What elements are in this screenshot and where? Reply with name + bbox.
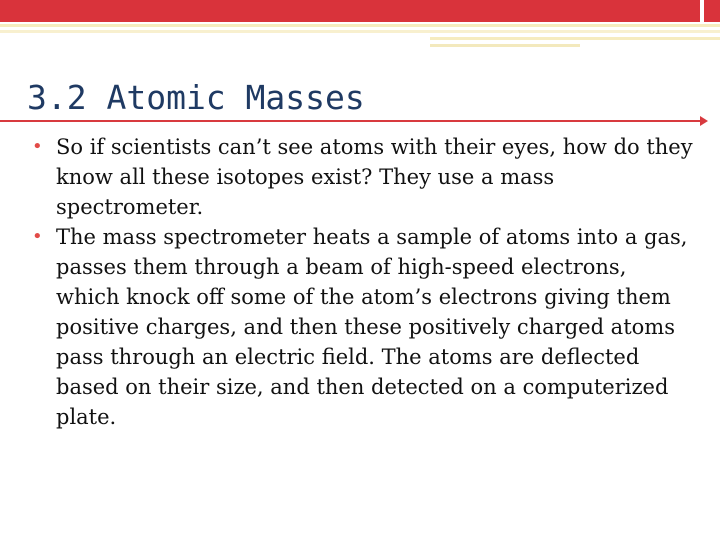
bullet-text: The mass spectrometer heats a sample of atoms into a gas, passes them through a beam of high-speed electrons, which knock off some of the atom’s electrons giving them positive charges, and then these positively charged atoms pass through an electric field. The atoms are deflected based on their size, and then detected on a computerized plate. — [56, 225, 688, 429]
bullet-icon: • — [32, 226, 43, 247]
bullet-item — [30, 132, 695, 222]
decorative-line — [430, 37, 720, 40]
bullet-icon: • — [32, 136, 43, 157]
top-accent-bar — [0, 0, 700, 22]
top-accent-bar-end — [704, 0, 720, 22]
decorative-line — [0, 30, 720, 33]
decorative-line — [430, 44, 580, 47]
decorative-line — [0, 24, 720, 27]
title-underline-arrow — [700, 116, 708, 126]
title-underline — [0, 120, 700, 122]
bullet-text: So if scientists can’t see atoms with their eyes, how do they know all these isotopes exist? They use a mass spectrometer. — [56, 135, 693, 219]
slide-body — [30, 132, 695, 432]
bullet-list — [30, 132, 695, 432]
slide-title: 3.2 Atomic Masses — [27, 78, 365, 117]
title-area — [27, 78, 687, 118]
bullet-item — [30, 222, 695, 432]
